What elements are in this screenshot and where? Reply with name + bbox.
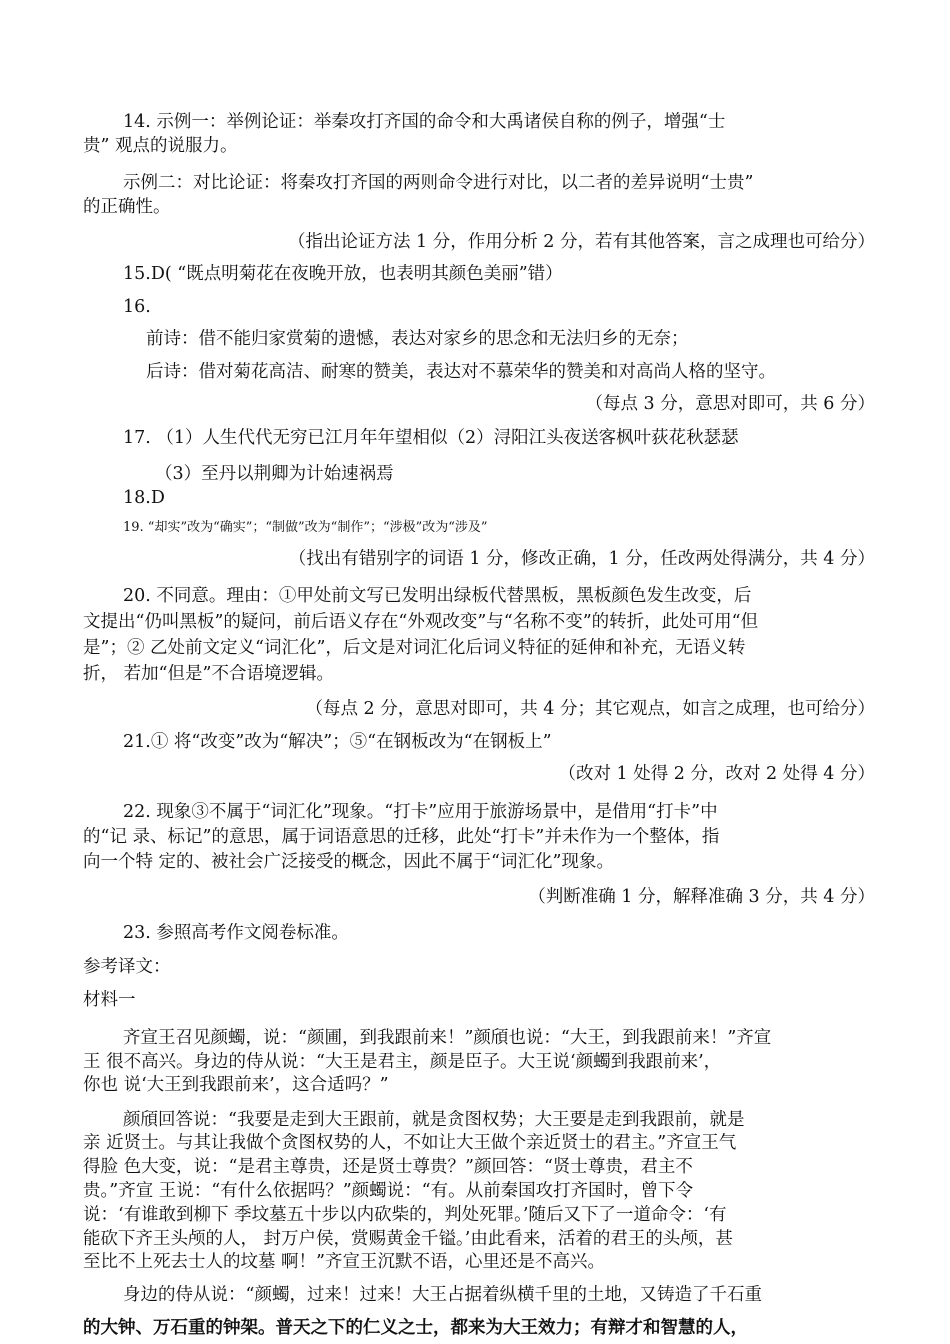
q20-score: （每点 2 分，意思对即可，共 4 分；其它观点，如言之成理，也可给分）	[305, 699, 875, 719]
q14-line-1: 14. 示例一：举例论证：举秦攻打齐国的命令和大禹诸侯自称的例子，增强“士	[123, 112, 726, 132]
translation-heading: 参考译文：	[83, 957, 171, 977]
translation-p3-line-2: 的大钟、万石重的钟架。普天之下的仁义之士，都来为大王效力；有辩才和智慧的人，	[83, 1318, 748, 1338]
translation-p2-line-2: 亲 近贤士。与其让我做个贪图权势的人，不如让大王做个亲近贤士的君主。”齐宣王气	[83, 1133, 737, 1153]
translation-p2-line-1: 颜頎回答说：“我要是走到大王跟前，就是贪图权势；大王要是走到我跟前，就是	[123, 1110, 745, 1130]
q23-answer: 23. 参照高考作文阅卷标准。	[123, 923, 349, 943]
translation-p3-line-1: 身边的侍从说：“颜蠋，过来！过来！大王占据着纵横千里的土地，又铸造了千石重	[123, 1285, 762, 1305]
q16-back-poem: 后诗：借对菊花高洁、耐寒的赞美，表达对不慕荣华的赞美和对高尚人格的坚守。	[146, 362, 776, 382]
material-heading: 材料一	[83, 990, 136, 1010]
q22-score: （判断准确 1 分，解释准确 3 分，共 4 分）	[528, 887, 875, 907]
q17-line-1: 17. （1）人生代代无穷已江月年年望相似（2）浔阳江头夜送客枫叶荻花秋瑟瑟	[123, 428, 739, 448]
q20-line-1: 20. 不同意。理由：①甲处前文写已发明出绿板代替黑板，黑板颜色发生改变，后	[123, 586, 752, 606]
translation-p1-line-2: 王 很不高兴。身边的侍从说：“大王是君主，颜是臣子。大王说‘颜蠋到我跟前来’，	[83, 1052, 722, 1072]
q16-score: （每点 3 分，意思对即可，共 6 分）	[585, 394, 875, 414]
q20-line-4: 折， 若加“但是”不合语境逻辑。	[83, 664, 334, 684]
translation-p2-line-7: 至比不上死去士人的坟墓 啊！”齐宣王沉默不语，心里还是不高兴。	[83, 1252, 606, 1272]
q14-line-2: 贵” 观点的说服力。	[83, 136, 238, 156]
q20-line-3: 是”；② 乙处前文定义“词汇化”，后文是对词汇化后词义特征的延伸和补充，无语义转	[83, 638, 746, 658]
q20-line-2: 文提出“仍叫黑板”的疑问，前后语义存在“外观改变”与“名称不变”的转折，此处可用“但	[83, 612, 759, 632]
translation-p1-line-3: 你也 说‘大王到我跟前来’，这合适吗？”	[83, 1075, 389, 1095]
q16-number: 16.	[123, 297, 151, 317]
q17-line-2: （3）至丹以荆卿为计始速祸焉	[155, 464, 394, 484]
q14-score: （指出论证方法 1 分，作用分析 2 分，若有其他答案，言之成理也可给分）	[287, 232, 875, 252]
q21-line-1: 21.① 将“改变”改为“解决”；⑤“在钢板改为“在钢板上”	[123, 732, 552, 752]
translation-p2-line-5: 说：‘有谁敢到柳下 季坟墓五十步以内砍柴的，判处死罪。’随后又下了一道命令：‘有	[83, 1205, 727, 1225]
q19-score: （找出有错别字的词语 1 分，修改正确，1 分，任改两处得满分，共 4 分）	[288, 549, 875, 569]
q22-line-3: 向一个特 定的、被社会广泛接受的概念，因此不属于“词汇化”现象。	[83, 852, 614, 872]
q14-line-3: 示例二：对比论证：将秦攻打齐国的两则命令进行对比，以二者的差异说明“士贵”	[123, 173, 754, 193]
translation-p2-line-6: 能砍下齐王头颅的人， 封万户侯，赏赐黄金千镒。’由此看来，活着的君王的头颅，甚	[83, 1229, 733, 1249]
translation-p2-line-4: 贵。”齐宣 王说：“有什么依据吗？”颜蠋说：“有。从前秦国攻打齐国时，曾下令	[83, 1181, 694, 1201]
q21-score: （改对 1 处得 2 分，改对 2 处得 4 分）	[558, 764, 875, 784]
q15-answer: 15.D( “既点明菊花在夜晚开放，也表明其颜色美丽”错）	[123, 264, 563, 284]
q14-line-4: 的正确性。	[83, 197, 171, 217]
q22-line-2: 的“记 录、标记”的意思，属于词语意思的迁移，此处“打卡”并未作为一个整体，指	[83, 827, 720, 847]
q16-front-poem: 前诗：借不能归家赏菊的遗憾，表达对家乡的思念和无法归乡的无奈；	[146, 329, 689, 349]
q18-answer: 18.D	[123, 488, 165, 508]
q19-line-1: 19. “却实”改为“确实”；“制做”改为“制作”；“涉极”改为“涉及”	[123, 520, 488, 535]
q22-line-1: 22. 现象③不属于“词汇化”现象。“打卡”应用于旅游场景中，是借用“打卡”中	[123, 802, 718, 822]
translation-p1-line-1: 齐宣王召见颜蠋，说：“颜圃，到我跟前来！”颜頎也说：“大王，到我跟前来！”齐宣	[123, 1028, 772, 1048]
translation-p2-line-3: 得脸 色大变，说：“是君主尊贵，还是贤士尊贵？”颜回答：“贤士尊贵，君主不	[83, 1157, 693, 1177]
